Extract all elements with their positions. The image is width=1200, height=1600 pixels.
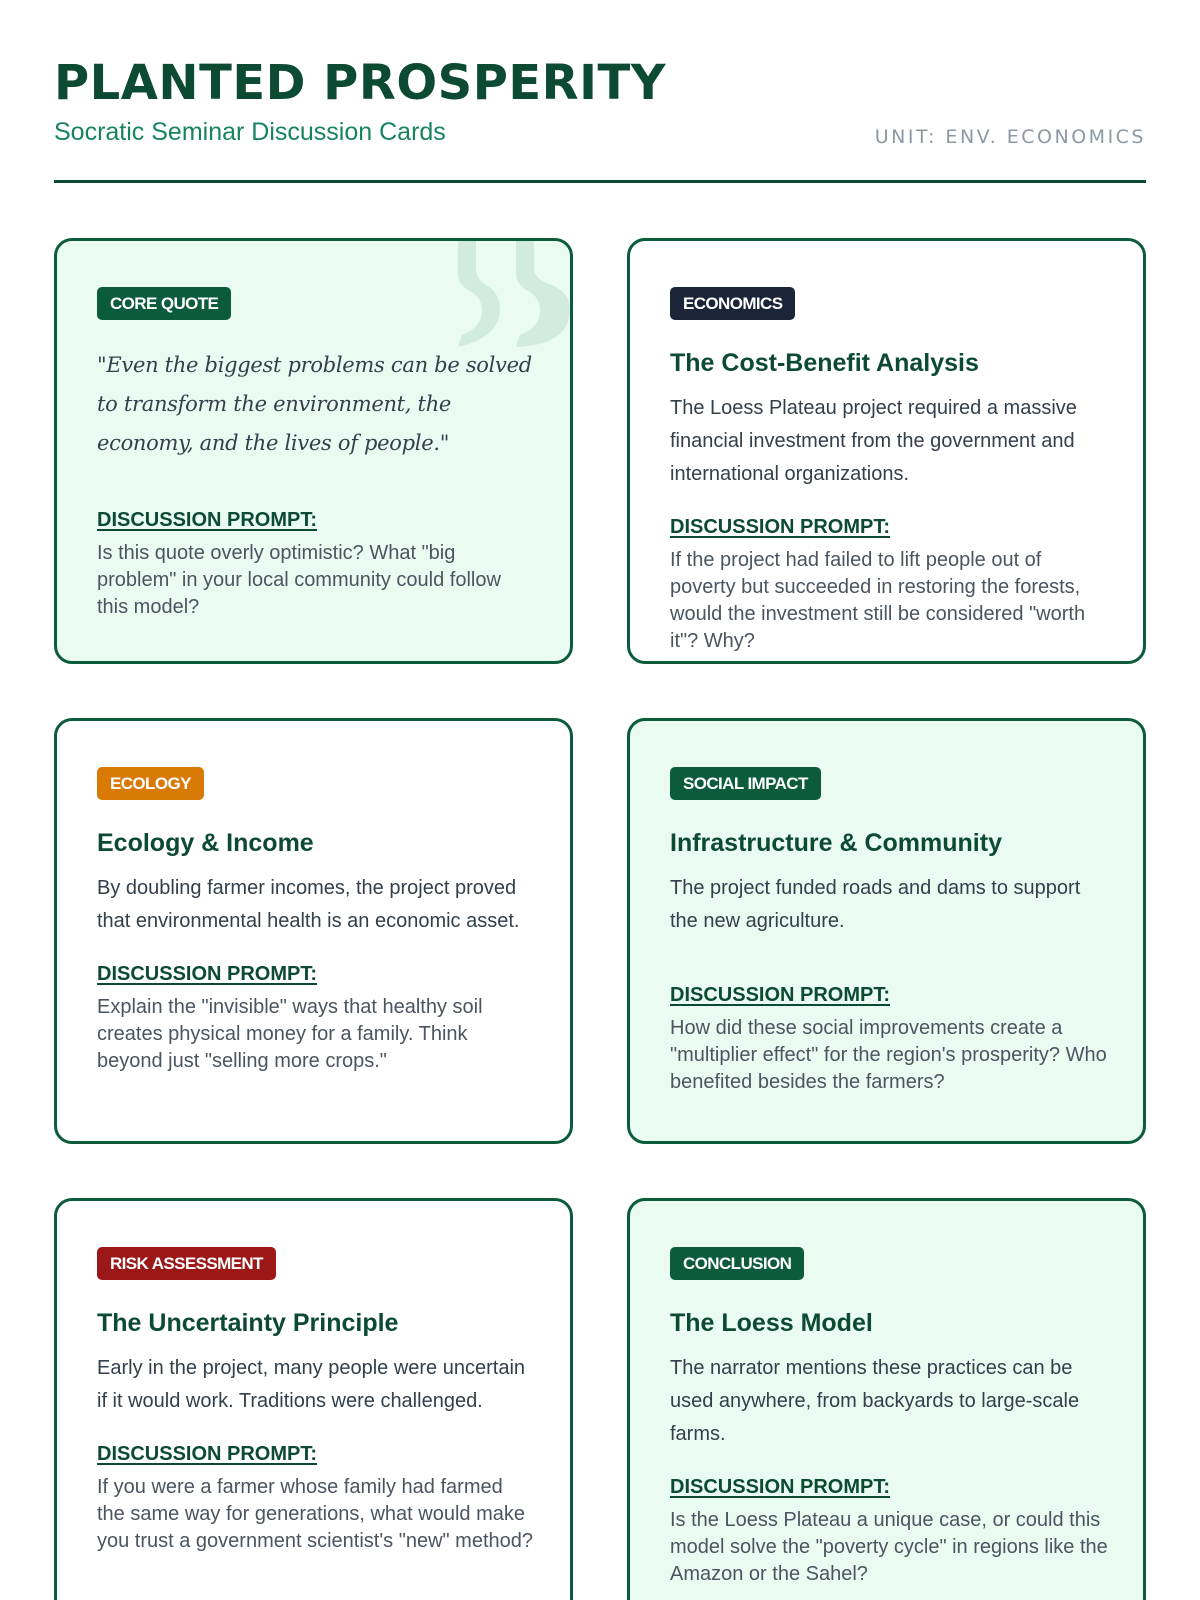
category-badge: CORE QUOTE bbox=[97, 287, 231, 320]
category-badge: ECONOMICS bbox=[670, 287, 795, 320]
card-core-quote bbox=[54, 238, 573, 664]
unit-label: UNIT: ENV. ECONOMICS bbox=[874, 126, 1146, 148]
discussion-prompt-text: Is the Loess Plateau a unique case, or could this model solve the "poverty cycle" in regions like the Amazon or the Sahel? bbox=[670, 1509, 1108, 1585]
core-quote-text: "Even the biggest problems can be solved to transform the environment, the economy, and the lives of people." bbox=[97, 353, 532, 455]
discussion-prompt-text: Explain the "invisible" ways that healthy soil creates physical money for a family. Think beyond just "selling more crops." bbox=[97, 996, 483, 1072]
card-body: The Loess Plateau project required a massive financial investment from the government and international organizations. bbox=[670, 397, 1077, 485]
card-risk-assessment bbox=[54, 1198, 573, 1600]
card-body: By doubling farmer incomes, the project proved that environmental health is an economic asset. bbox=[97, 877, 520, 932]
discussion-prompt-text: How did these social improvements create a "multiplier effect" for the region's prosperity? Who benefited besides the farmers? bbox=[670, 1017, 1107, 1093]
card-title: Ecology & Income bbox=[97, 829, 314, 857]
card-title: The Loess Model bbox=[670, 1309, 873, 1337]
card-body: The narrator mentions these practices can be used anywhere, from backyards to large-scale farms. bbox=[670, 1357, 1080, 1445]
page-subtitle: Socratic Seminar Discussion Cards bbox=[54, 118, 446, 146]
card-conclusion bbox=[627, 1198, 1146, 1600]
card-title: The Uncertainty Principle bbox=[97, 1309, 399, 1337]
page-title: PLANTED PROSPERITY bbox=[54, 55, 666, 111]
page-header bbox=[54, 52, 1146, 147]
discussion-prompt-label: DISCUSSION PROMPT: bbox=[670, 984, 891, 1006]
category-badge: RISK ASSESSMENT bbox=[97, 1247, 276, 1280]
card-economics bbox=[627, 238, 1146, 664]
card-title: The Cost-Benefit Analysis bbox=[670, 349, 979, 377]
discussion-prompt-label: DISCUSSION PROMPT: bbox=[97, 963, 318, 985]
header-divider bbox=[54, 180, 1146, 183]
category-badge: CONCLUSION bbox=[670, 1247, 804, 1280]
card-body: The project funded roads and dams to support the new agriculture. bbox=[670, 877, 1081, 932]
discussion-prompt-text: Is this quote overly optimistic? What "big problem" in your local community could follow this model? bbox=[97, 542, 501, 618]
discussion-prompt-label: DISCUSSION PROMPT: bbox=[670, 516, 891, 538]
category-badge: SOCIAL IMPACT bbox=[670, 767, 821, 800]
discussion-prompt-label: DISCUSSION PROMPT: bbox=[97, 1443, 318, 1465]
card-social-impact bbox=[627, 718, 1146, 1144]
discussion-prompt-label: DISCUSSION PROMPT: bbox=[670, 1476, 891, 1498]
card-title: Infrastructure & Community bbox=[670, 829, 1002, 857]
card-ecology bbox=[54, 718, 573, 1144]
card-body: Early in the project, many people were uncertain if it would work. Traditions were challenged. bbox=[97, 1357, 526, 1412]
discussion-prompt-text: If the project had failed to lift people out of poverty but succeeded in restoring the forests, would the investment still be considered "worth it"? Why? bbox=[670, 549, 1086, 652]
category-badge: ECOLOGY bbox=[97, 767, 204, 800]
discussion-prompt-text: If you were a farmer whose family had farmed the same way for generations, what would make you trust a government scientist's "new" method? bbox=[97, 1476, 534, 1552]
discussion-prompt-label: DISCUSSION PROMPT: bbox=[97, 509, 318, 531]
